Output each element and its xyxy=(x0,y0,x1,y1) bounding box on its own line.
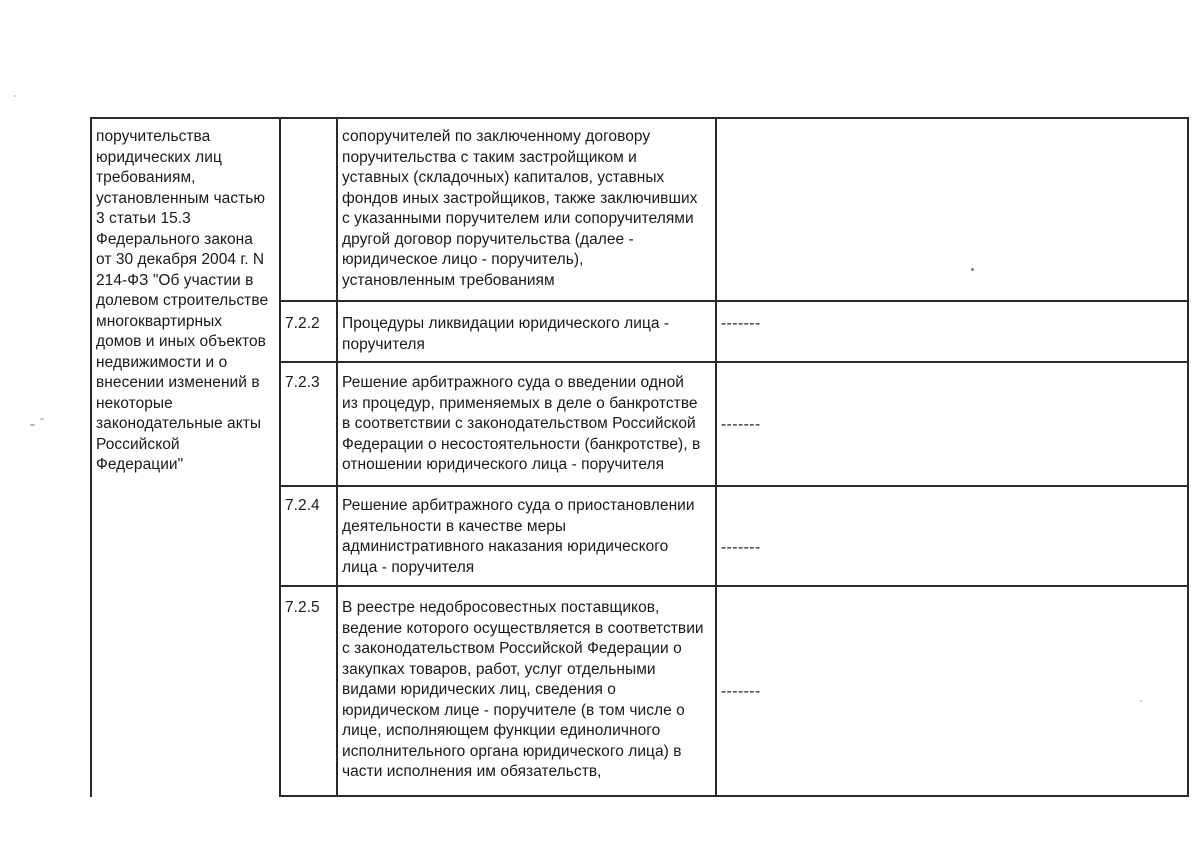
row-description: Решение арбитражного суда о приостановлении деятельности в качестве меры административного наказания юридического лица - поручителя xyxy=(342,497,695,576)
row-value: ------- xyxy=(721,416,761,433)
table-right-border xyxy=(1187,117,1189,797)
row-value: ------- xyxy=(721,315,761,332)
row-description: Процедуры ликвидации юридического лица - поручителя xyxy=(342,315,670,353)
row-value: ------- xyxy=(721,683,761,700)
table-left-border xyxy=(90,117,92,797)
row-description: Решение арбитражного суда о введении одной из процедур, применяемых в деле о банкротстве в соответствии с законодательством Российской Федерации о несостоятельности (банкротстве), в отношении юридического лица - поручителя xyxy=(342,374,701,473)
scan-speck xyxy=(30,424,35,426)
row-number: 7.2.4 xyxy=(285,497,320,514)
row-description: В реестре недобросовестных поставщиков, ведение которого осуществляется в соответствии с законодательством Российской Федерации о закупках товаров, работ, услуг отдельными видами юридических лиц, сведения о юридическом лице - поручителе (в том числе о лице, исполняющем функции единоличного исполнительного органа юридического лица) в части исполнения им обязательств, xyxy=(342,599,704,780)
row-divider xyxy=(279,585,1188,587)
table-bottom-border xyxy=(279,795,1188,797)
row-value: ------- xyxy=(721,539,761,556)
column-divider xyxy=(279,117,281,797)
scan-speck xyxy=(14,95,16,97)
merged-requirement-cell: поручительства юридических лиц требованиям, установленным частью 3 статьи 15.3 Федерального закона от 30 декабря 2004 г. N 214-ФЗ "Об участии в долевом строительстве многоквартирных домов и иных объектов недвижимости и о внесении изменений в некоторые законодательные акты Российской Федерации" xyxy=(96,128,269,473)
column-divider xyxy=(336,117,338,797)
row-number: 7.2.2 xyxy=(285,315,320,332)
row-description: сопоручителей по заключенному договору поручительства с таким застройщиком и уставных (складочных) капиталов, уставных фондов иных застройщиков, также заключивших с указанными поручителем или сопоручителями другой договор поручительства (далее - юридическое лицо - поручитель), установленным требованиям xyxy=(342,128,698,289)
row-divider xyxy=(279,485,1188,487)
row-divider xyxy=(279,361,1188,363)
scan-speck xyxy=(1140,700,1142,702)
scan-speck xyxy=(40,418,44,420)
column-divider xyxy=(715,117,717,797)
table-top-border xyxy=(90,117,1188,119)
scan-speck xyxy=(971,268,974,271)
row-divider xyxy=(279,300,1188,302)
row-number: 7.2.5 xyxy=(285,599,320,616)
row-number: 7.2.3 xyxy=(285,374,320,391)
